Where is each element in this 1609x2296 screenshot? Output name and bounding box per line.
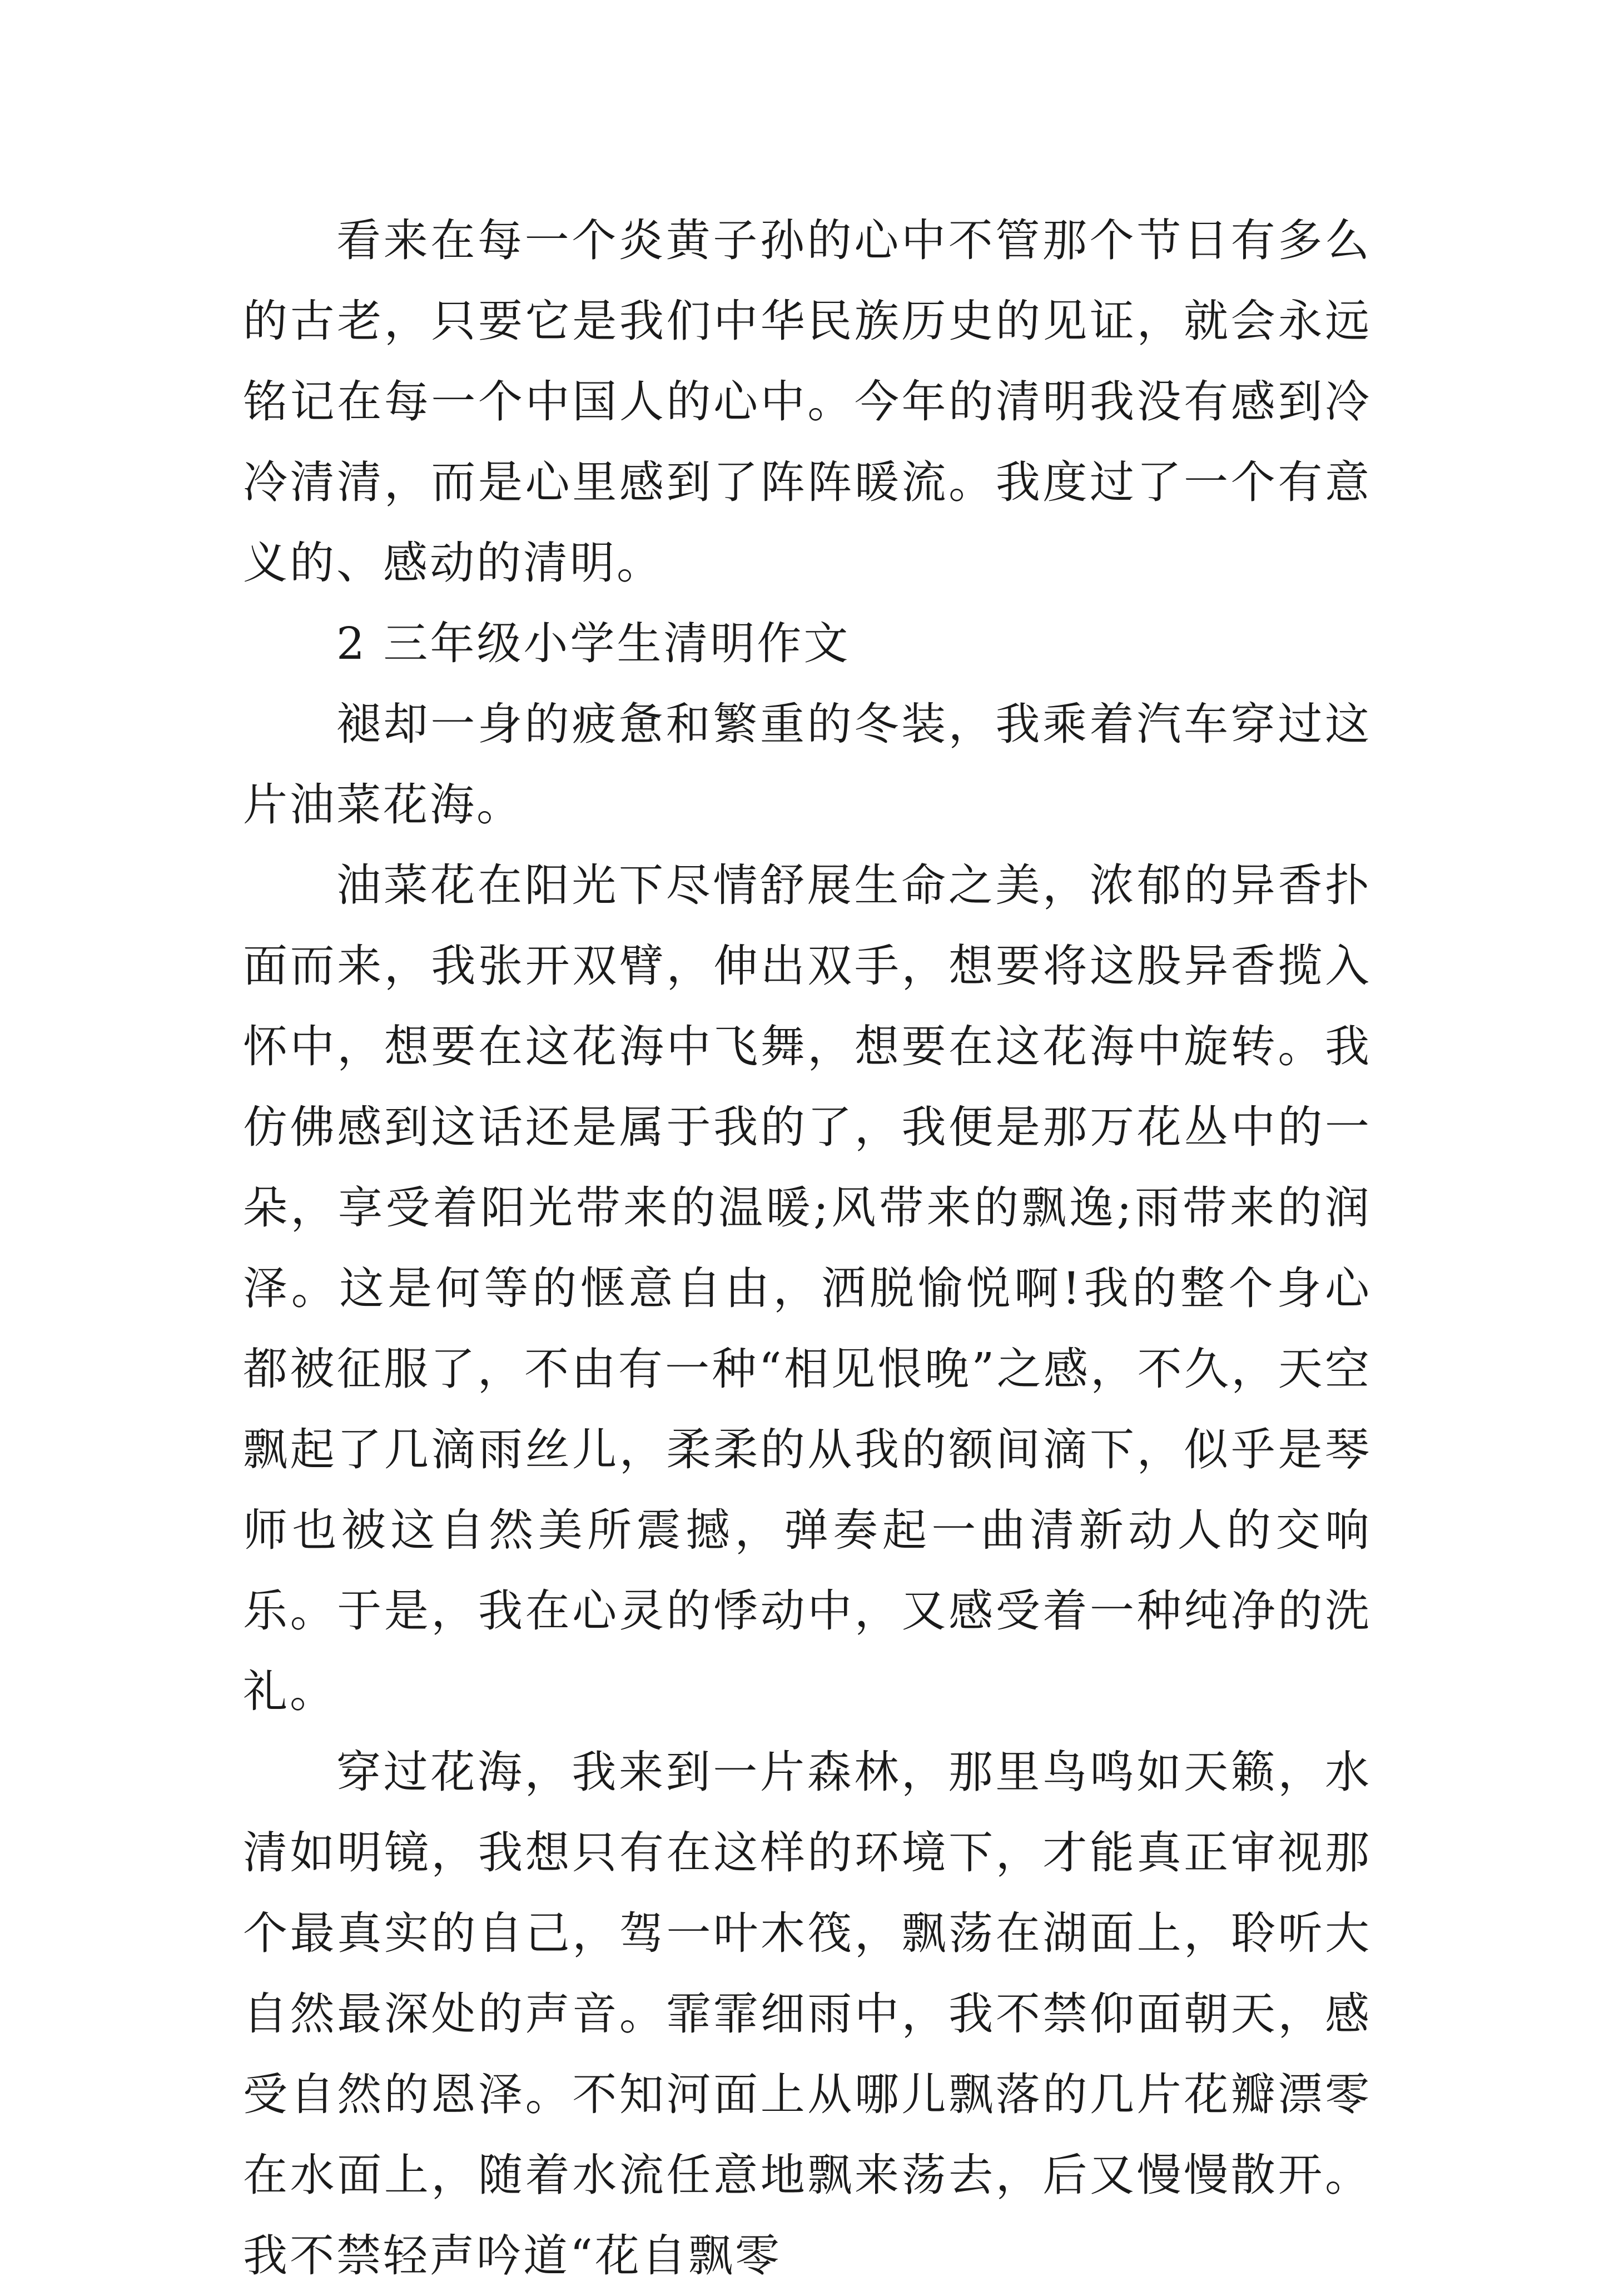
paragraph: 褪却一身的疲惫和繁重的冬装，我乘着汽车穿过这片油菜花海。 [243,698,1372,831]
paragraph: 油菜花在阳光下尽情舒展生命之美，浓郁的异香扑面而来，我张开双臂，伸出双手，想要将这股异香揽入怀中，想要在这花海中飞舞，想要在这花海中旋转。我仿佛感到这话还是属于我的了，我便是那万花丛中的一朵，享受着阳光带来的温暖;风带来的飘逸;雨带来的润泽。这是何等的惬意自由，洒脱愉悦啊!我的整个身心都被征服了，不由有一种“相见恨晚”之感，不久，天空飘起了几滴雨丝儿，柔柔的从我的额间滴下，似乎是琴师也被这自然美所震撼，弹奏起一曲清新动人的交响乐。于是，我在心灵的悸动中，又感受着一种纯净的洗礼。 [243,859,1372,1717]
section-heading: 2 三年级小学生清明作文 [336,618,851,669]
paragraph: 穿过花海，我来到一片森林，那里鸟鸣如天籁，水清如明镜，我想只有在这样的环境下，才能真正审视那个最真实的自己，驾一叶木筏，飘荡在湖面上，聆听大自然最深处的声音。霏霏细雨中，我不禁仰面朝天，感受自然的恩泽。不知河面上从哪儿飘落的几片花瓣漂零在水面上，随着水流任意地飘来荡去，后又慢慢散开。我不禁轻声吟道“花自飘零 [243,1746,1372,2282]
document-body [243,200,1372,2296]
paragraph: 看来在每一个炎黄子孙的心中不管那个节日有多么的古老，只要它是我们中华民族历史的见证，就会永远铭记在每一个中国人的心中。今年的清明我没有感到冷冷清清，而是心里感到了阵阵暖流。我度过了一个有意义的、感动的清明。 [243,215,1372,589]
